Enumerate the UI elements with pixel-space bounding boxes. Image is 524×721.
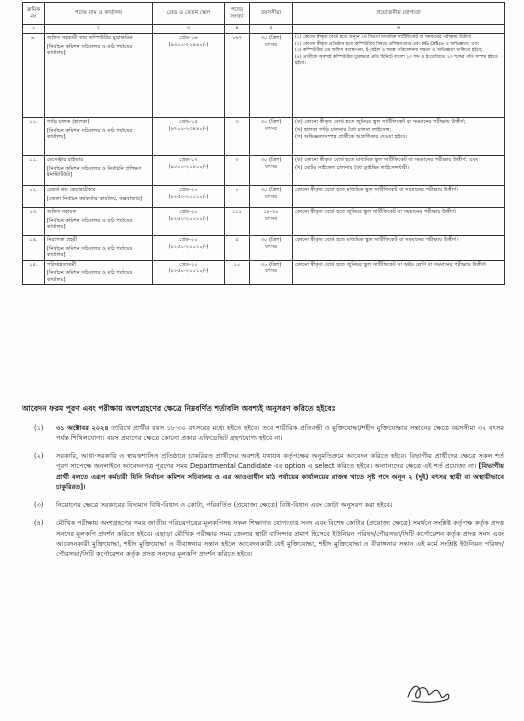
serial-cell: ৯.	[23, 34, 45, 118]
serial-cell: ১৩.	[23, 208, 45, 236]
grade-cell	[153, 118, 225, 156]
serial-cell: ১১.	[23, 156, 45, 186]
table-row	[23, 208, 505, 236]
age-unit: বৎসর	[265, 215, 277, 222]
age-limit-cell	[250, 208, 293, 236]
qualification-cell	[293, 34, 505, 118]
age-value: ৩০ (ত্রিশ)	[260, 35, 282, 41]
pay-scale: (৮২৫০-২০০১০/-)	[168, 268, 209, 274]
table-header-row	[23, 3, 505, 25]
post-count-cell: ১০	[225, 260, 250, 285]
departmental-note: [বিভাগীয় প্রার্থী বলতে এরূপ কর্মচারী যিনি নির্বাচন কমিশন সচিবালয় ও এর আওতাধীন মাঠ পর্যায়ের কার্যালয়ের রাজস্ব খাতে সৃষ্ট পদে অনূন ২ (দুই) বৎসর স্থায়ী বা অস্থায়ীভাবে চাকুরিরত]।	[56, 462, 504, 491]
grade-label: গ্রেড-১৫	[179, 119, 198, 125]
instruction-item	[22, 518, 504, 559]
qualification-cell	[293, 236, 505, 261]
header-age: বয়সসীমা	[250, 3, 293, 25]
instruction-number: (৪)	[34, 519, 44, 528]
post-cell	[45, 156, 153, 186]
serial-cell: ১০.	[23, 118, 45, 156]
post-count-cell: ৩	[225, 156, 250, 186]
age-value: ৩০ (ত্রিশ)	[260, 187, 282, 193]
grade-label: গ্রেড-২০	[179, 187, 198, 193]
instruction-item	[22, 423, 504, 443]
grade-label: গ্রেড-২০	[179, 209, 198, 215]
age-value: ৩০ (ত্রিশ)	[260, 157, 282, 163]
post-office: [নির্বাচন কমিশন সচিবালয় ও মাঠ পর্যায়ের কার্যালয়]	[47, 245, 133, 258]
qualification-line: কোনো স্বীকৃত বোর্ড হতে মাধ্যমিক স্কুল সার্টিফিকেট বা সমমানের পরীক্ষায় উত্তীর্ণ।	[295, 237, 459, 243]
qualification-cell	[293, 208, 505, 236]
age-limit-cell	[250, 156, 293, 186]
instruction-body: মৌখিক পরীক্ষায় অংশগ্রহণের সময় জাতীয় পরিচয়পত্রের মূলকপিসহ সকল শিক্ষাগত যোগ্যতার সনদ এবং বিশেষ কোটার (প্রযোজ্য ক্ষেত্রে) সমর্থনে সংশ্লিষ্ট কর্তৃপক্ষ কর্তৃক প্রদত্ত সনদের মূলকপি প্রদর্শন করিতে হইবে। এছাড়া মৌখিক পরীক্ষার সময় জেলার স্থায়ী বাসিন্দার প্রমাণ হিসেবে ইউনিয়ন পরিষদ/পৌরসভা/সিটি কর্পোরেশন কর্তৃক প্রদত্ত সনদ এবং আবেদনকারী মুক্তিযোদ্ধা, শহীদ মুক্তিযোদ্ধা ও বীরাঙ্গনার সন্তান হইলে আবেদনকারী যেই মুক্তিযোদ্ধা, শহীদ মুক্তিযোদ্ধা ও বীরাঙ্গনার সন্তান এই মর্মে সংশ্লিষ্ট ইউনিয়ন পরিষদ/পৌরসভা/সিটি কর্পোরেশন কর্তৃক প্রদত্ত সনদের মূলকপি প্রদর্শন করিতে হইবে।	[56, 519, 504, 558]
instruction-body: সরকারি, আধা-সরকারি ও স্বায়ত্তশাসিত প্রতিষ্ঠানে চাকরিরত প্রার্থীদের অবশ্যই যথাযথ কর্তৃপক্ষের অনুমতিক্রমে আবেদন করিতে হইবে। বিভাগীয় প্রার্থীদের ক্ষেত্রে সকল শর্ত পূরণ সাপেক্ষে অনলাইনে আবেদনপত্র পূরণের সময় Departmental Candidate এর option এ select করিতে হইবে। অন্যান্যদের ক্ষেত্রে এই শর্ত প্রযোজ্য না।	[56, 452, 504, 471]
age-value: ৩০ (ত্রিশ)	[260, 119, 282, 125]
post-count-cell: ১	[225, 186, 250, 208]
age-unit: বৎসর	[265, 41, 277, 48]
instruction-number: (১)	[34, 423, 44, 432]
header-serial: ক্রমিক নং	[23, 3, 45, 25]
table-row	[23, 34, 505, 118]
pay-scale: (৮২৫০-২০০১০/-)	[168, 215, 209, 222]
instructions-section	[22, 403, 504, 567]
instruction-number: (৩)	[34, 501, 44, 510]
qualification-line: (৪) প্রার্থীকে অবশ্যই কম্পিউটার মুদ্রাক্ষরে প্রতি মিনিটে বাংলা ২০ শব্দ ও ইংরেজিতে ২০ শব্দের গতি সম্পন্ন হইতে হইবে।	[295, 55, 498, 66]
instructions-heading: আবেদন ফরম পূরণ এবং পরীক্ষায় অংশগ্রহণের ক্ষেত্রে নিম্নবর্ণিত শর্তাবলি অবশ্যই অনুসরণ করিতে হইবেঃ	[22, 404, 336, 413]
post-name: গাড়ি চালক (হালকা)	[47, 119, 90, 125]
age-unit: বৎসর	[265, 268, 277, 274]
posts-table	[22, 2, 505, 285]
age-limit-cell	[250, 34, 293, 118]
grade-cell	[153, 34, 225, 118]
instruction-text	[56, 423, 504, 443]
grade-cell	[153, 186, 225, 208]
instruction-item	[22, 451, 504, 492]
post-cell	[45, 186, 153, 208]
post-count-cell: ৩	[225, 118, 250, 156]
qualification-line: কোনো স্বীকৃত বোর্ড হতে জুনিয়র স্কুল সার্টিফিকেট বা সমমানের পরীক্ষায় উত্তীর্ণ।	[295, 209, 457, 215]
post-cell	[45, 208, 153, 236]
column-number: ৪	[225, 25, 250, 34]
pay-scale: (৯৭০০-২৩৪৯০/-)	[168, 125, 209, 132]
grade-cell	[153, 236, 225, 261]
post-name: রেকর্ড রুম কেয়ারটেকার	[47, 187, 96, 193]
post-office: [নির্বাচন কমিশন সচিবালয় ও মাঠ পর্যায়ের কার্যালয়]	[47, 43, 133, 56]
qualification-line: (২) কোনো স্বীকৃত প্রতিষ্ঠান হতে কম্পিউটার বিষয়ে প্রশিক্ষণপ্রাপ্ত এবং MS Office এ অভিজ্ঞতা; এবং	[295, 41, 480, 47]
age-value: ৩০ (ত্রিশ)	[260, 261, 282, 268]
post-name: পরিচ্ছন্নতাকর্মী	[47, 261, 77, 268]
serial-cell: ১৪.	[23, 236, 45, 261]
instruction-body: তারিখে প্রার্থীর বয়স ১৮-৩০ বৎসরের মধ্যে হইতে হইবে। তবে শারীরিক প্রতিবন্ধী ও মুক্তিযোদ্ধা/শহীদ মুক্তিযোদ্ধার সন্তানের ক্ষেত্রে বয়সসীমা ৩২ বৎসর পর্যন্ত শিথিলযোগ্য। বয়স প্রমাণের ক্ষেত্রে কোনো প্রকার এফিডেভিট গ্রহণযোগ্য হইবে না।	[56, 423, 504, 442]
post-count-cell: ৫	[225, 236, 250, 261]
table-row	[23, 236, 505, 261]
qualification-line: (ক) কোনো স্বীকৃত বোর্ড হতে মাধ্যমিক স্কুল সার্টিফিকেট বা সমমানের পরীক্ষায় উত্তীর্ণ; এবং	[295, 157, 478, 163]
pay-scale: (৯০০০-২১৮০০/-)	[168, 163, 209, 170]
age-value: ৩০ (ত্রিশ)	[260, 237, 282, 243]
post-count-cell: ১১২	[225, 208, 250, 236]
table-row	[23, 118, 505, 156]
age-limit-cell	[250, 260, 293, 285]
instruction-text	[56, 451, 504, 492]
grade-cell	[153, 156, 225, 186]
qualification-line: (ক) কোনো স্বীকৃত বোর্ড হতে জুনিয়র স্কুল সার্টিফিকেট বা সমমানের পরীক্ষায় উত্তীর্ণ;	[295, 119, 466, 125]
age-value: ১৮-৩০	[263, 209, 279, 215]
table-body	[23, 34, 505, 285]
post-office: [নির্বাচন কমিশন সচিবালয় ও মাঠ পর্যায়ের কার্যালয়]	[47, 217, 133, 230]
age-unit: বৎসর	[265, 125, 277, 132]
post-cell	[45, 236, 153, 261]
qualification-line: (খ) মোটর সাইকেল চালনার বৈধ ড্রাইভিং লাইসেন্সধারী।	[295, 164, 410, 171]
age-unit: বৎসর	[265, 163, 277, 170]
serial-cell: ১৫.	[23, 260, 45, 285]
column-number: ২	[45, 25, 153, 34]
column-number: ৫	[250, 25, 293, 34]
header-count: পদের সংখ্যা	[225, 3, 250, 25]
header-post: পদের নাম ও কার্যালয়	[45, 3, 153, 25]
post-name: অফিস সহায়ক	[47, 209, 77, 215]
post-office: [নির্বাচন কমিশন সচিবালয় ও মাঠ পর্যায়ের কার্যালয়]	[47, 127, 133, 140]
age-unit: বৎসর	[265, 193, 277, 200]
instruction-item	[22, 500, 504, 510]
age-unit: বৎসর	[265, 243, 277, 250]
grade-label: গ্রেড-২০	[179, 237, 198, 243]
pay-scale: (৮২৫০-২০০১০/-)	[168, 193, 209, 200]
qualification-cell	[293, 156, 505, 186]
header-grade: গ্রেড ও বেতন স্কেল	[153, 3, 225, 25]
grade-cell	[153, 260, 225, 285]
qualification-line: কোনো স্বীকৃত বোর্ড হতে মাধ্যমিক স্কুল সার্টিফিকেট বা সমমানের পরীক্ষায় উত্তীর্ণ।	[295, 187, 459, 193]
column-number: ১	[23, 25, 45, 34]
post-cell	[45, 260, 153, 285]
post-name: নিরাপত্তা প্রহরী	[47, 237, 78, 243]
signature-mark	[404, 679, 452, 705]
age-limit-cell	[250, 236, 293, 261]
column-number: ৬	[293, 25, 505, 34]
header-qualification: প্রয়োজনীয় যোগ্যতা	[293, 3, 505, 25]
post-cell	[45, 118, 153, 156]
qualification-line: কোনো স্বীকৃত বোর্ড হতে জুনিয়র স্কুল সার্টিফিকেট বা অষ্টম শ্রেণি বা সমমানের পরীক্ষায় উত্তীর্ণ।	[295, 261, 487, 268]
instruction-number: (২)	[34, 452, 44, 461]
post-count-cell: ১৬৭	[225, 34, 250, 118]
qualification-line: (১) কোনো স্বীকৃত বোর্ড হতে অন্যূন ২য় বিভাগ মাধ্যমিক সার্টিফিকেট বা সমমানের পরীক্ষায় উত্তীর্ণ;	[295, 35, 472, 40]
qualification-cell	[293, 186, 505, 208]
post-cell	[45, 34, 153, 118]
column-number: ৩	[153, 25, 225, 34]
instruction-body: নিয়োগের ক্ষেত্রে সরকারের বিদ্যমান বিধি-বিধান ও কোটা, পরিবর্তিত (প্রযোজ্য ক্ষেত্রে) বিধি-বিধান এবং কোটা অনুসরণ করা হইবে।	[56, 501, 393, 510]
post-office: [জেলা নির্বাচন কর্মকর্তার কার্যালয়, কক্সবাজার]	[47, 195, 143, 202]
pay-scale: (৮২৫০-২০০১০/-)	[168, 243, 209, 250]
column-number-row	[23, 25, 505, 34]
table-row	[23, 260, 505, 285]
deadline-date: ৩১ অক্টোবর ২০২৪	[56, 423, 109, 432]
grade-cell	[153, 208, 225, 236]
table-row	[23, 156, 505, 186]
table-row	[23, 186, 505, 208]
post-office: [নির্বাচন কমিশন সচিবালয় ও মাঠ পর্যায়ের কার্যালয়]	[47, 270, 133, 283]
qualification-line: (গ) অভিজ্ঞতাসম্পন্ন প্রার্থীকে অগ্রাধিকার দেওয়া হইবে।	[295, 134, 407, 140]
pay-scale: (৯৩০০-২২৪৯০/-)	[168, 41, 209, 48]
qualification-cell	[293, 118, 505, 156]
qualification-cell	[293, 260, 505, 285]
qualification-line: (খ) হালকা গাড়ি চালনার বৈধ চালনা লাইসেন্স;	[295, 126, 392, 133]
age-limit-cell	[250, 186, 293, 208]
grade-label: গ্রেড-২০	[179, 261, 198, 268]
post-name: মেসেঞ্জার রাইডার	[47, 157, 84, 163]
post-office: [নির্বাচন কমিশন সচিবালয় ও নির্বাচনি প্রশিক্ষণ ইনস্টিটিউট]	[47, 165, 142, 178]
qualification-line: (৩) কম্পিউটার এর অফিস ব্যবস্থাপনা, ই-মেইল ও ফ্যাক্স পরিচালনায় দক্ষতা ও অভিজ্ঞতা থাকিতে হইবে;	[295, 48, 483, 54]
grade-label: গ্রেড-১৭	[179, 157, 198, 163]
grade-label: গ্রেড-১৬	[179, 35, 198, 41]
age-limit-cell	[250, 118, 293, 156]
post-name: অফিস সহকারী কাম কম্পিউটার মুদ্রাক্ষরিক	[47, 35, 133, 41]
serial-cell: ১২.	[23, 186, 45, 208]
